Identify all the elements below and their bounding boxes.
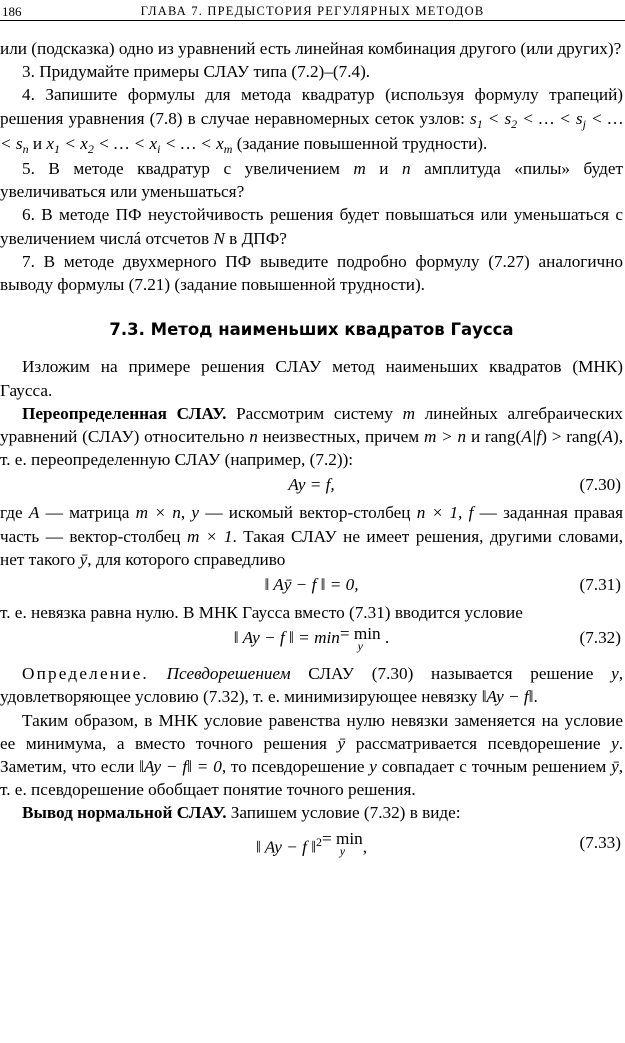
equation-number: (7.31): [579, 575, 621, 595]
exercise-4: 4. Запишите формулы для метода квадратур (используя формулу трапеций) решения уравнения (7.8) в случае неравномерных сеток узлов: $s_1 < s_2$ < … < $s_j$ < … < $s_n$ и $x_1 < x_2$ < … < $x_i$ < … < $x_m$ (задание повышенной трудности).: [0, 85, 623, 156]
equation-7-32: [0, 626, 623, 659]
normal-system-paragraph: Вывод нормальной СЛАУ. Запишем условие (7.32) в виде:: [22, 803, 461, 823]
definition-label: Определение.: [22, 664, 149, 684]
section-title: 7.3. Метод наименьших квадратов Гаусса: [109, 320, 514, 340]
definition-term: Псевдорешением: [166, 664, 291, 684]
exercise-5: 5. В методе квадратур с увеличением m и n амплитуда «пилы» будет увеличиваться или уменьшаться?: [0, 159, 624, 202]
exercise-6: 6. В методе ПФ неустойчивость решения будет повышаться или уменьшаться с увеличением числá отсчетов N в ДПФ?: [0, 205, 623, 248]
equation-number: (7.33): [579, 832, 621, 852]
equation-7-31: [0, 573, 623, 598]
equation-number: (7.32): [579, 628, 621, 648]
page-content: [0, 37, 623, 867]
normal-system-heading: Вывод нормальной СЛАУ.: [22, 803, 227, 823]
definition-paragraph: Определение. Псевдорешением СЛАУ (7.30) называется решение y, удовлетворяющее условию (7.32), т. е. минимизирующее невязку ‖Ay − f‖.: [0, 664, 623, 707]
equation-body: ‖ Ay − f ‖ = min= min y .: [233, 624, 390, 654]
matrix-description: где A — матрица m × n, y — искомый вектор-столбец n × 1, f — заданная правая часть — вектор-столбец m × 1. Такая СЛАУ не имеет решения, другими словами, нет такого ȳ, для которого справедливо: [0, 503, 623, 569]
pseudo-solution-paragraph: Таким образом, в МНК условие равенства нулю невязки заменяется на условие ее минимума, а вместо точного решения ȳ рассматривается псевдорешение y. Заметим, что если ‖Ay − f‖ = 0, то псевдорешение y совпадает с точным решением ȳ, т. е. псевдорешение обобщает понятие точного решения.: [0, 710, 623, 800]
node-inequalities: $s_1 < s_2$ < … < $s_j$ < … < $s_n$: [0, 108, 623, 156]
equation-body: Ay = f,: [288, 475, 335, 495]
exercise-3: 3. Придумайте примеры СЛАУ типа (7.2)–(7.4).: [22, 62, 371, 82]
overdetermined-heading: Переопределенная СЛАУ.: [22, 403, 227, 423]
exercise-continuation: или (подсказка) одно из уравнений есть линейная комбинация другого (или других)?: [0, 39, 622, 58]
section-intro: Изложим на примере решения СЛАУ метод наименьших квадратов (МНК) Гаусса.: [0, 357, 623, 400]
page-header: [0, 0, 625, 21]
equation-number: (7.30): [579, 475, 621, 495]
overdetermined-paragraph: Переопределенная СЛАУ. Рассмотрим систему m линейных алгебраических уравнений (СЛАУ) относительно n неизвестных, причем m > n и rang(A|f) > rang(A), т. е. переопределенную СЛАУ (например, (7.2)):: [0, 403, 623, 470]
running-title: ГЛАВА 7. ПРЕДЫСТОРИЯ РЕГУЛЯРНЫХ МЕТОДОВ: [140, 4, 485, 18]
equation-body: ‖ Ay − f ‖$^2$= min y ,: [255, 828, 368, 858]
residual-paragraph: т. е. невязка равна нулю. В МНК Гаусса вместо (7.31) вводится условие: [0, 603, 523, 623]
page-number: 186: [2, 4, 22, 19]
exercise-7: 7. В методе двухмерного ПФ выведите подробно формулу (7.27) аналогично выводу формулы (7.21) (задание повышенной трудности).: [0, 251, 623, 295]
equation-7-30: [0, 473, 623, 498]
equation-7-33: [0, 828, 623, 864]
equation-body: ‖ Aȳ − f ‖ = 0,: [264, 575, 359, 595]
